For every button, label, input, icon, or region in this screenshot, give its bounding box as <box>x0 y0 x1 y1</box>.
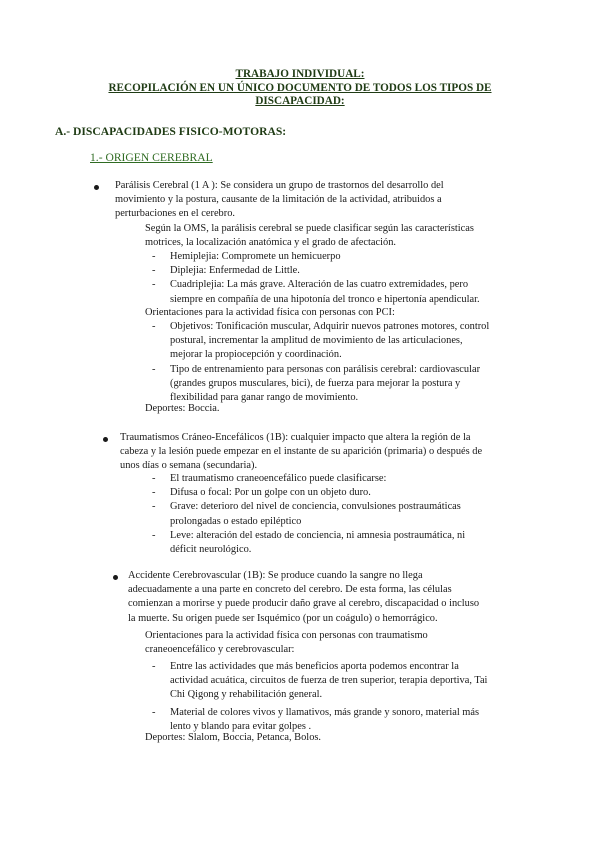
title-line-1: TRABAJO INDIVIDUAL: <box>235 68 365 80</box>
acv-list <box>152 660 552 734</box>
tce-paragraph <box>120 431 560 474</box>
list-item: - Diplejia: Enfermedad de Little. <box>152 265 300 277</box>
pc-orientation-list <box>152 320 552 405</box>
tce-list <box>152 472 552 557</box>
acv-line: comienzan a morirse y puede producir daño grave al cerebro, discapacidad o incluso <box>128 598 480 610</box>
acv-line: adecuadamente a una parte en concreto del cerebro. De esta forma, las células <box>128 584 452 596</box>
acv-line: Accidente Cerebrovascular (1B): Se produce cuando la sangre no llega <box>128 570 423 581</box>
pc-oms-paragraph <box>145 222 555 250</box>
acv-sports: Deportes: Slalom, Boccia, Petanca, Bolos. <box>145 732 322 743</box>
pc-line: perturbaciones en el cerebro. <box>115 208 236 220</box>
pc-line: Parálisis Cerebral (1 A ): Se considera un grupo de trastornos del desarrollo del <box>115 180 444 191</box>
title-line-3: DISCAPACIDAD: <box>255 95 345 107</box>
pc-sports: Deportes: Boccia. <box>145 403 220 414</box>
list-item: - Tipo de entrenamiento para personas con parálisis cerebral: cardiovascular (grandes grupos musculares, bici), de fuerza para mejorar la postura y flexibilidad para ganar rango de movimiento. <box>152 363 481 404</box>
list-item: - Objetivos: Tonificación muscular, Adquirir nuevos patrones motores, control postural, incrementar la amplitud de movimiento de las articulaciones, mejorar la propiocepción y coordinación. <box>152 321 490 361</box>
pc-oms-line: Según la OMS, la parálisis cerebral se puede clasificar según las características <box>145 223 474 234</box>
tce-line: unos días o semana (secundaria). <box>120 460 258 472</box>
pc-paragraph <box>115 179 555 222</box>
bullet-icon <box>103 437 108 442</box>
pc-oms-line: motrices, la localización anatómica y el grado de afectación. <box>145 237 396 249</box>
list-item: - Material de colores vivos y llamativos, más grande y sonoro, material más lento y blando para evitar golpes . <box>152 706 480 732</box>
pc-types-list <box>152 250 552 307</box>
list-item: - Entre las actividades que más beneficios aporta podemos encontrar la actividad acuática, circuitos de fuerza de tren superior, terapia deportiva, Tai Chi Qigong y rehabilitación general. <box>152 661 488 701</box>
section-heading: A.- DISCAPACIDADES FISICO-MOTORAS: <box>55 125 287 138</box>
tce-line: Traumatismos Cráneo-Encefálicos (1B): cualquier impacto que altera la región de la <box>120 432 471 443</box>
subsection-heading: 1.- ORIGEN CEREBRAL <box>90 151 213 164</box>
bullet-icon <box>113 575 118 580</box>
bullet-icon <box>94 185 99 190</box>
pc-line: movimiento y la postura, causante de la limitación de la actividad, atribuidos a <box>115 194 442 206</box>
tce-line: cabeza y la lesión puede empezar en el instante de su aparición (primaria) o después de <box>120 446 483 458</box>
list-item: - El traumatismo craneoencefálico puede clasificarse: <box>152 473 387 484</box>
pc-orientation-heading: Orientaciones para la actividad física con personas con PCI: <box>145 307 395 318</box>
list-item: - Leve: alteración del estado de conciencia, ni amnesia postraumática, ni déficit neurológico. <box>152 529 466 556</box>
list-item: - Cuadriplejia: La más grave. Alteración de las cuatro extremidades, pero siempre en compañía de una hipotonía del tronco e hipertonía apendicular. <box>152 279 480 305</box>
acv-orientation-heading: Orientaciones para la actividad física con personas con traumatismo craneoencefálico y cerebrovascular: <box>145 630 428 656</box>
list-item: - Hemiplejia: Compromete un hemicuerpo <box>152 251 341 262</box>
acv-paragraph <box>128 569 563 626</box>
list-item: - Difusa o focal: Por un golpe con un objeto duro. <box>152 487 371 499</box>
title-line-2: RECOPILACIÓN EN UN ÚNICO DOCUMENTO DE TODOS LOS TIPOS DE <box>108 81 492 94</box>
acv-line: la muerte. Su origen puede ser Isquémico (por un coágulo) o hemorrágico. <box>128 612 438 624</box>
list-item: - Grave: deterioro del nivel de conciencia, convulsiones postraumáticas prolongadas o estado epiléptico <box>152 501 461 527</box>
document-title <box>60 68 540 109</box>
